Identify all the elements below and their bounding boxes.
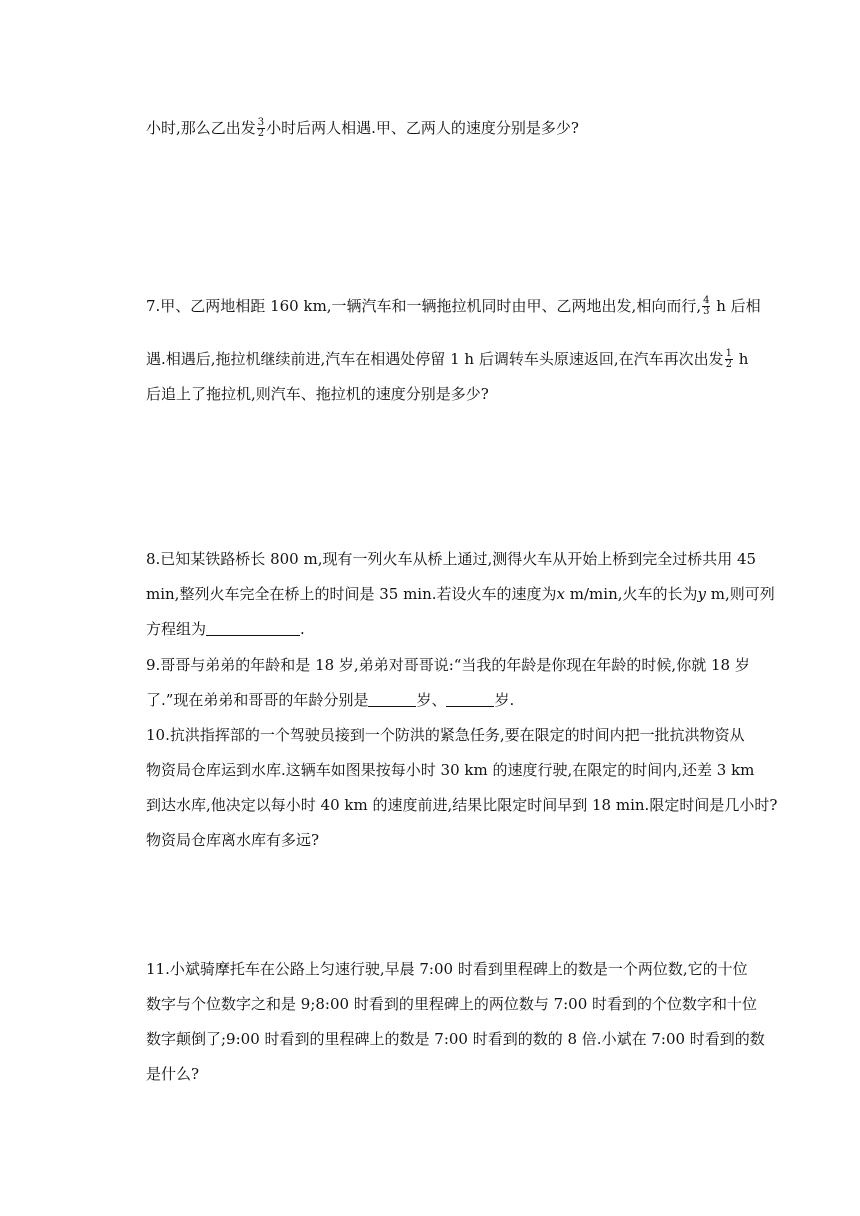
q7-fraction-2: $\frac{1}{2}$: [725, 347, 732, 370]
q8-line-3: [146, 618, 746, 640]
q8-line-1: 8.已知某铁路桥长 800 m,现有一列火车从桥上通过,测得火车从开始上桥到完全过桥共用 45: [146, 550, 757, 568]
q8-text-2b: m/min,火车的长为: [565, 585, 698, 603]
q11-line-2: 数字与个位数字之和是 9;8:00 时看到的里程碑上的两位数与 7:00 时看到的个位数字和十位: [146, 995, 758, 1013]
q8-text-3a: 方程组为: [146, 620, 207, 638]
q10-line-1: 10.抗洪指挥部的一个驾驶员接到一个防洪的紧急任务,要在限定的时间内把一批抗洪物资从: [146, 726, 745, 744]
q7-text-1a: 7.甲、乙两地相距 160 km,一辆汽车和一辆拖拉机同时由甲、乙两地出发,相向而行,: [146, 297, 702, 315]
q6-text-b: 小时后两人相遇.甲、乙两人的速度分别是多少?: [266, 119, 579, 137]
q7-line-3: 后追上了拖拉机,则汽车、拖拉机的速度分别是多少?: [146, 385, 489, 403]
q6-text-a: 小时,那么乙出发: [146, 119, 256, 137]
q6-line-1: [146, 117, 746, 139]
q11-line-3: 数字颠倒了;9:00 时看到的里程碑上的数是 7:00 时看到的数的 8 倍.小斌在 7:00 时看到的数: [146, 1030, 765, 1048]
q7-line-1: [146, 294, 761, 317]
q8-var-x: x: [556, 585, 565, 603]
q8-text-2c: m,则可列: [705, 585, 775, 603]
q10-line-3: 到达水库,他决定以每小时 40 km 的速度前进,结果比限定时间早到 18 min.限定时间是几小时?: [146, 796, 778, 814]
q7-text-1b: h 后相: [711, 297, 761, 315]
q9-text-2a: 了.”现在弟弟和哥哥的年龄分别是: [146, 691, 369, 709]
q7-fraction-1: $\frac{4}{3}$: [703, 294, 710, 317]
q8-line-2: [146, 583, 775, 605]
q9-text-2c: 岁.: [494, 691, 515, 709]
q6-fraction: $\frac{3}{2}$: [257, 116, 265, 139]
q9-line-2: [146, 689, 746, 711]
q9-line-1: 9.哥哥与弟弟的年龄和是 18 岁,弟弟对哥哥说:“当我的年龄是你现在年龄的时候,你就 18 岁: [146, 656, 750, 674]
q7-text-2b: h: [733, 350, 749, 368]
q11-line-1: 11.小斌骑摩托车在公路上匀速行驶,早晨 7:00 时看到里程碑上的数是一个两位数,它的十位: [146, 960, 748, 978]
q8-var-y: y: [697, 585, 706, 603]
q10-line-4: 物资局仓库离水库有多远?: [146, 831, 320, 849]
q7-text-2a: 遇.相遇后,拖拉机继续前进,汽车在相遇处停留 1 h 后调转车头原速返回,在汽车再次出发: [146, 350, 724, 368]
q8-text-3b: .: [300, 620, 305, 638]
q8-answer-blank[interactable]: [206, 620, 300, 636]
q9-text-2b: 岁、: [416, 691, 447, 709]
q11-line-4: 是什么?: [146, 1065, 200, 1083]
q9-answer-blank-2[interactable]: [446, 691, 494, 707]
q7-line-2: [146, 347, 749, 370]
q9-answer-blank-1[interactable]: [368, 691, 416, 707]
q10-line-2: 物资局仓库运到水库.这辆车如图果按每小时 30 km 的速度行驶,在限定的时间内,还差 3 km: [146, 761, 755, 779]
q8-text-2a: min,整列火车完全在桥上的时间是 35 min.若设火车的速度为: [146, 585, 557, 603]
